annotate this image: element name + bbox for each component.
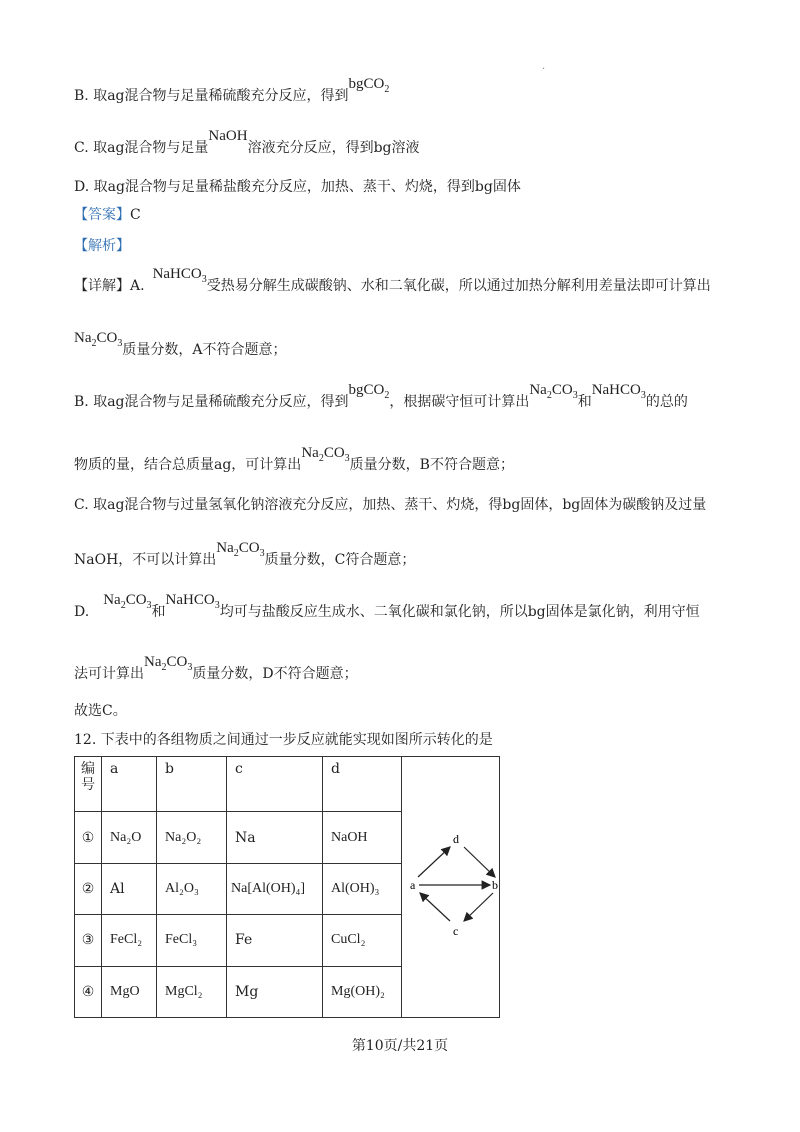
formula-na2co3: $Na_2CO_3$ (301, 445, 350, 464)
row-no: ② (75, 863, 102, 914)
row-no: ④ (75, 966, 102, 1017)
table-header-row (75, 757, 500, 812)
option-c-text-end: 溶液充分反应，得到bg溶液 (247, 140, 420, 156)
arrow-b-to-c (464, 893, 493, 921)
header-b: b (157, 757, 227, 812)
cell-d: Mg(OH)₂ (323, 966, 402, 1017)
detail-text: 质量分数，C符合题意； (264, 552, 416, 568)
transformation-diagram-cell (402, 757, 500, 1018)
detail-line-5: C. 取ag混合物与过量氢氧化钠溶液充分反应，加热、蒸干、灼烧，得bg固体，bg固体为碳酸钠及过量 (74, 497, 707, 513)
detail-tag: 【详解】 (74, 278, 130, 294)
question-12: 12. 下表中的各组物质之间通过一步反应就能实现如图所示转化的是 (74, 732, 493, 748)
detail-text: 的总的 (645, 394, 688, 410)
detail-text: NaOH，不可以计算出 (74, 552, 217, 568)
cell-b: Na₂O₂ (157, 812, 227, 863)
cell-d: Al(OH)₃ (323, 863, 402, 914)
option-b (74, 76, 390, 112)
transformation-diagram (402, 761, 499, 1017)
cell-c: Na[Al(OH)₄] (227, 863, 323, 914)
stray-dot: · (542, 64, 546, 75)
detail-d-label: D. (74, 604, 90, 620)
option-c (74, 128, 420, 158)
formula-nahco3: NaHCO$_3$ (152, 266, 207, 285)
detail-text: 均可与盐酸反应生成水、二氧化碳和氯化钠，所以bg固体是氯化钠，利用守恒 (219, 604, 700, 620)
formula-na2co3: $Na_2CO_3$ (103, 592, 152, 611)
detail-line-1 (74, 266, 711, 302)
analysis-tag: 【解析】 (74, 238, 130, 254)
cell-a: Al (102, 863, 157, 914)
detail-text: 质量分数，B不符合题意； (349, 457, 514, 473)
option-b-formula: bgCO$_2$ (348, 76, 390, 95)
detail-text: 和 (151, 604, 166, 620)
formula-na2co3: $Na_2CO_3$ (144, 654, 193, 673)
option-c-formula: NaOH (208, 128, 248, 144)
option-b-text: B. 取ag混合物与足量稀硫酸充分反应，得到 (74, 88, 349, 104)
answer-line (74, 205, 141, 225)
page-footer: 第10页/共21页 (351, 1038, 449, 1054)
cell-a: Na₂O (102, 812, 157, 863)
cell-d: CuCl₂ (323, 915, 402, 966)
arrow-a-to-d (418, 847, 450, 877)
arrow-d-to-b (464, 847, 495, 877)
formula-na2co3: $Na_2CO_3$ (74, 330, 123, 349)
detail-line-2 (74, 330, 287, 366)
detail-a-label: A. (130, 278, 145, 294)
header-no: 编号 (75, 757, 102, 812)
cell-a: FeCl₂ (102, 915, 157, 966)
detail-text: 质量分数，D不符合题意； (192, 666, 358, 682)
cell-c: Mg (227, 966, 323, 1017)
option-d: D. 取ag混合物与足量稀盐酸充分反应，加热、蒸干、灼烧，得到bg固体 (74, 179, 521, 195)
header-d: d (323, 757, 402, 812)
detail-text: B. 取ag混合物与足量稀硫酸充分反应，得到 (74, 394, 349, 410)
cell-b: MgCl₂ (157, 966, 227, 1017)
conclusion: 故选C。 (74, 703, 127, 719)
substance-table (74, 756, 500, 1018)
analysis-line (74, 236, 130, 256)
detail-text: 和 (577, 394, 592, 410)
detail-text: 物质的量，结合总质量ag，可计算出 (74, 457, 302, 473)
option-c-text: C. 取ag混合物与足量 (74, 140, 209, 156)
row-no: ③ (75, 915, 102, 966)
formula-nahco3: NaHCO$_3$ (591, 382, 646, 401)
cell-a: MgO (102, 966, 157, 1017)
node-a: a (410, 878, 416, 892)
answer-tag: 【答案】 (74, 207, 130, 223)
detail-line-7 (74, 592, 700, 628)
node-d: d (453, 832, 459, 846)
formula-na2co3: $Na_2CO_3$ (529, 382, 578, 401)
answer-value: C (130, 207, 141, 223)
row-no: ① (75, 812, 102, 863)
detail-line-3 (74, 382, 688, 418)
formula-bgco2: bgCO$_2$ (348, 382, 390, 401)
cell-d: NaOH (323, 812, 402, 863)
detail-line-8 (74, 654, 358, 690)
header-c: c (227, 757, 323, 812)
detail-line-6 (74, 540, 416, 576)
detail-text: 法可计算出 (74, 666, 144, 682)
formula-na2co3: $Na_2CO_3$ (216, 540, 265, 559)
cell-c: Na (227, 812, 323, 863)
formula-nahco3: NaHCO$_3$ (165, 592, 220, 611)
cell-c: Fe (227, 915, 323, 966)
detail-text: 质量分数，A不符合题意； (122, 342, 287, 358)
node-b: b (492, 878, 498, 892)
header-a: a (102, 757, 157, 812)
cell-b: FeCl₃ (157, 915, 227, 966)
detail-text: 受热易分解生成碳酸钠、水和二氧化碳，所以通过加热分解利用差量法即可计算出 (206, 278, 711, 294)
detail-line-4 (74, 445, 514, 481)
node-c: c (453, 924, 459, 938)
cell-b: Al₂O₃ (157, 863, 227, 914)
arrow-c-to-a (420, 893, 450, 921)
detail-text: ，根据碳守恒可计算出 (389, 394, 530, 410)
